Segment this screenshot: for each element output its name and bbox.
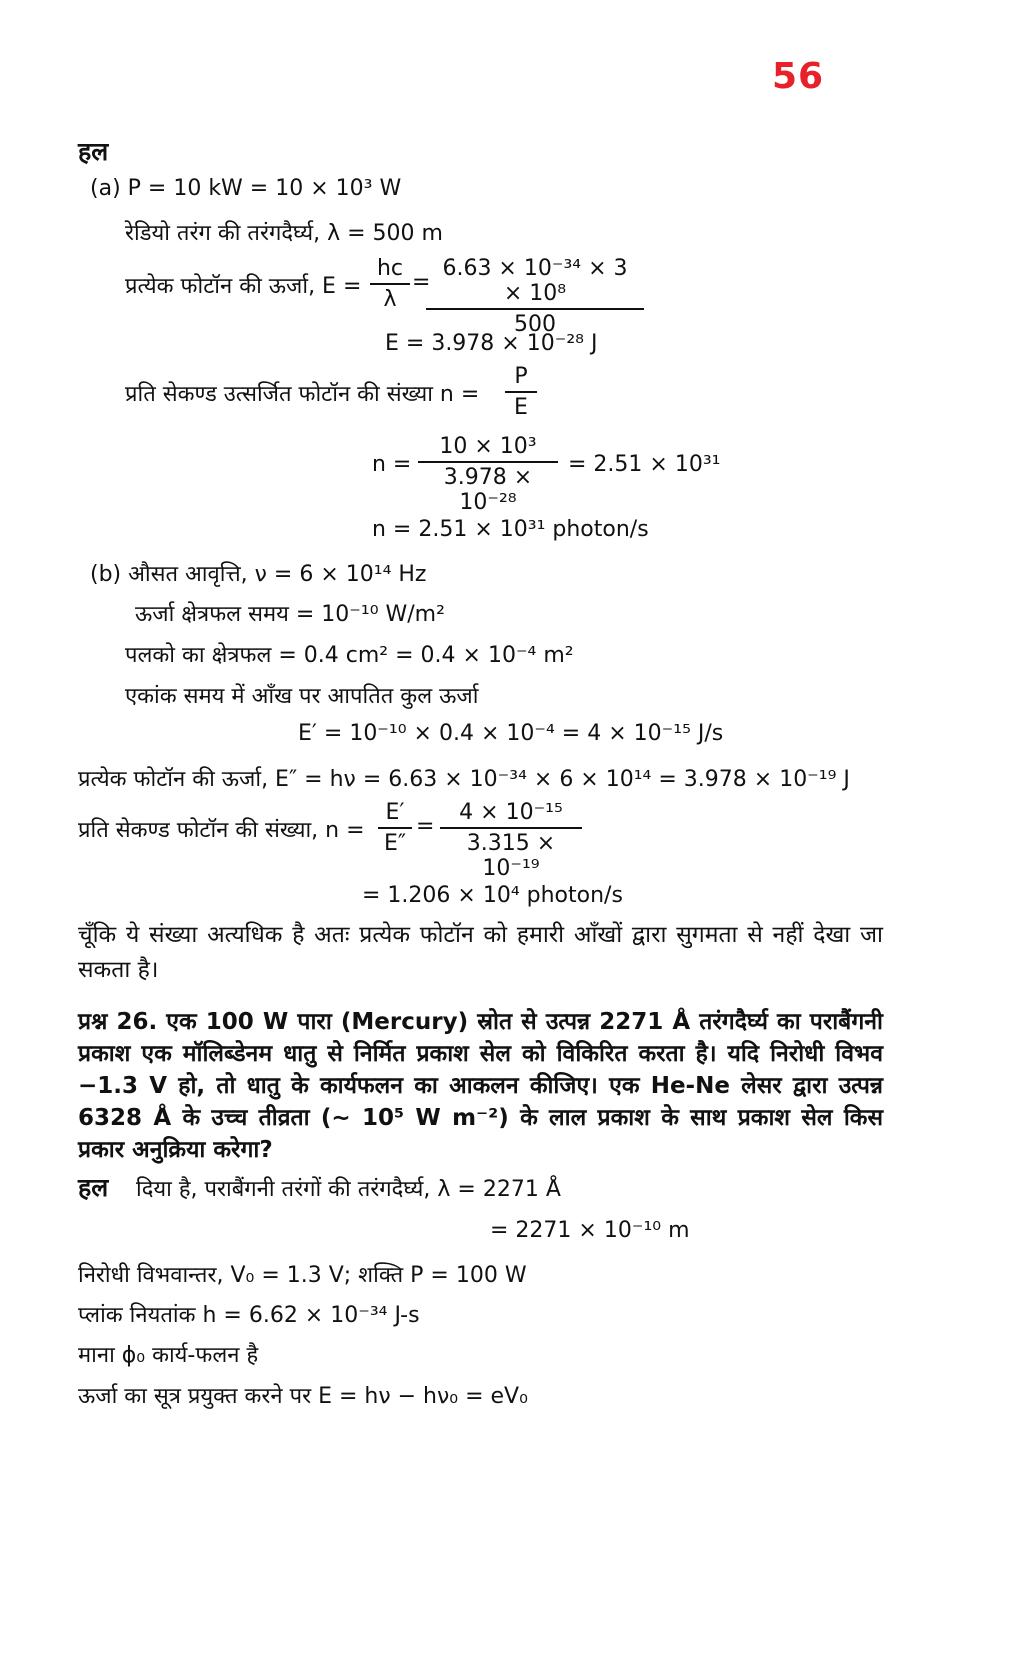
e-prime-numerator: E′ bbox=[378, 800, 412, 829]
frequency-line: (b) औसत आवृत्ति, ν = 6 × 10¹⁴ Hz bbox=[90, 562, 427, 587]
e-prime-over-e-dprime bbox=[378, 800, 412, 856]
solution-2-heading: हल bbox=[78, 1173, 109, 1202]
hc-numerator: hc bbox=[370, 256, 410, 285]
power-line: (a) P = 10 kW = 10 × 10³ W bbox=[90, 176, 402, 201]
work-function-line: माना ϕ₀ कार्य-फलन है bbox=[78, 1343, 259, 1368]
n-lhs: n = bbox=[372, 452, 412, 477]
unit-time-energy-line: एकांक समय में आँख पर आपतित कुल ऊर्जा bbox=[125, 684, 479, 709]
wavelength-line: रेडियो तरंग की तरंगदैर्घ्य, λ = 500 m bbox=[125, 221, 443, 246]
e-denominator: E bbox=[514, 395, 528, 420]
n-calc-denominator: 3.978 × 10⁻²⁸ bbox=[443, 465, 533, 515]
n-b-result: = 1.206 × 10⁴ photon/s bbox=[362, 883, 623, 908]
photon-count-label: प्रति सेकण्ड उत्सर्जित फोटॉन की संख्या n = bbox=[125, 382, 480, 407]
e-prime-line: E′ = 10⁻¹⁰ × 0.4 × 10⁻⁴ = 4 × 10⁻¹⁵ J/s bbox=[298, 721, 724, 746]
p-numerator: P bbox=[505, 364, 537, 393]
conclusion-paragraph: चूँकि ये संख्या अत्यधिक है अतः प्रत्येक फोटॉन को हमारी आँखों द्वारा सुगमता से नहीं देखा जा सकता है। bbox=[78, 922, 883, 983]
eyelid-area-line: पलको का क्षेत्रफल = 0.4 cm² = 0.4 × 10⁻⁴ m² bbox=[125, 643, 574, 668]
n-b-calc-fraction bbox=[440, 800, 582, 881]
stopping-potential-line: निरोधी विभवान्तर, V₀ = 1.3 V; शक्ति P = 100 W bbox=[78, 1263, 527, 1288]
solution-heading: हल bbox=[78, 137, 109, 166]
energy-value-numerator: 6.63 × 10⁻³⁴ × 3 × 10⁸ bbox=[426, 256, 644, 310]
energy-value-denominator: 500 bbox=[514, 312, 556, 337]
n-calc-result: = 2.51 × 10³¹ bbox=[568, 452, 721, 477]
given-wavelength-line: दिया है, पराबैंगनी तरंगों की तरंगदैर्घ्य, λ = 2271 Å bbox=[136, 1177, 561, 1202]
n-calc-fraction bbox=[418, 434, 558, 515]
n-b-calc-numerator: 4 × 10⁻¹⁵ bbox=[440, 800, 582, 829]
page-number: 56 bbox=[772, 56, 825, 97]
hc-over-lambda bbox=[370, 256, 410, 312]
photon-count-b-label: प्रति सेकण्ड फोटॉन की संख्या, n = bbox=[78, 818, 365, 843]
planck-constant-line: प्लांक नियतांक h = 6.62 × 10⁻³⁴ J-s bbox=[78, 1303, 420, 1328]
energy-formula-line: ऊर्जा का सूत्र प्रयुक्त करने पर E = hν − hν₀ = eV₀ bbox=[78, 1384, 528, 1409]
energy-result: E = 3.978 × 10⁻²⁸ J bbox=[385, 331, 598, 356]
n-b-calc-denominator: 3.315 × 10⁻¹⁹ bbox=[466, 831, 556, 881]
n-result: n = 2.51 × 10³¹ photon/s bbox=[372, 517, 649, 542]
energy-value-fraction bbox=[426, 256, 644, 337]
question-26: प्रश्न 26. एक 100 W पारा (Mercury) स्रोत से उत्पन्न 2271 Å तरंगदैर्घ्य का पराबैंगनी प्रकाश एक मॉलिब्डेनम धातु से निर्मित प्रकाश सेल को विकिरित करता है। यदि निरोधी विभव −1.3 V हो, तो धातु के कार्यफलन का आकलन कीजिए। एक He-Ne लेसर द्वारा उत्पन्न 6328 Å के उच्च तीव्रता (~ 10⁵ W m⁻²) के लाल प्रकाश के साथ प्रकाश सेल किस प्रकार अनुक्रिया करेगा? bbox=[78, 1009, 883, 1163]
equals-sign: = bbox=[412, 270, 431, 295]
lambda-denominator: λ bbox=[383, 287, 397, 312]
intensity-line: ऊर्जा क्षेत्रफल समय = 10⁻¹⁰ W/m² bbox=[135, 602, 445, 627]
e-dprime-denominator: E″ bbox=[383, 831, 407, 856]
p-over-e bbox=[505, 364, 537, 420]
equals-sign-b: = bbox=[416, 814, 435, 839]
wavelength-meters-line: = 2271 × 10⁻¹⁰ m bbox=[490, 1218, 690, 1243]
n-calc-numerator: 10 × 10³ bbox=[418, 434, 558, 463]
photon-energy-label: प्रत्येक फोटॉन की ऊर्जा, E = bbox=[125, 274, 362, 299]
photon-energy-b-line: प्रत्येक फोटॉन की ऊर्जा, E″ = hν = 6.63 × 10⁻³⁴ × 6 × 10¹⁴ = 3.978 × 10⁻¹⁹ J bbox=[78, 767, 850, 792]
